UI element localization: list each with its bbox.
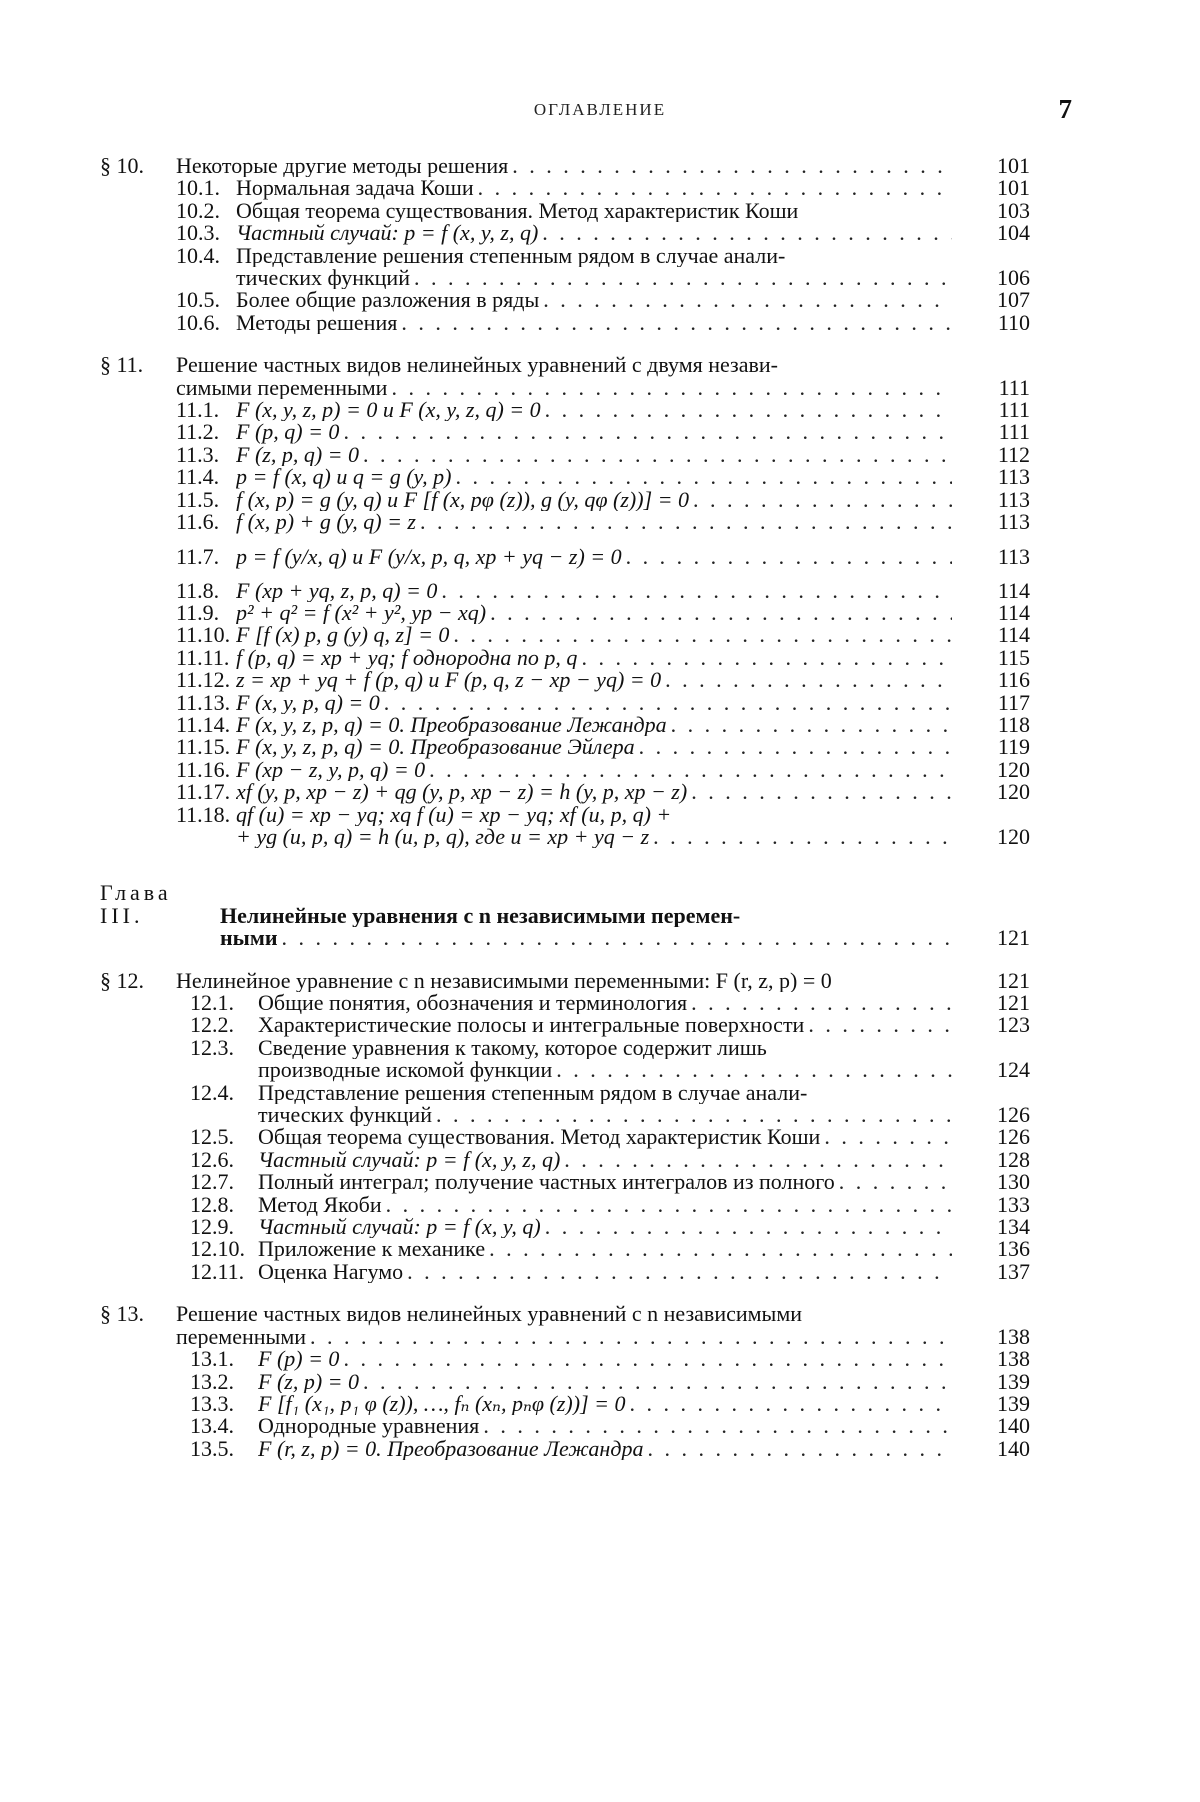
item-number: 12.5. [190,1124,234,1150]
item-number: 12.4. [190,1079,234,1105]
item-title: Общая теорема существования. Метод характеристик Коши [258,1126,821,1149]
item-title: p = f (y/x, q) и F (y/x, p, q, xp + yq − z) = 0 [236,543,622,569]
item-title-line2: + yg (u, p, q) = h (u, p, q), где u = xp + yq − z [236,825,650,849]
item-number: 10.5. [176,287,220,313]
dot-leader [643,1438,952,1460]
item-number: 11.7. [176,543,220,569]
toc-item-11-15[interactable] [100,736,1030,758]
item-number: 11.1. [176,397,220,423]
page-ref: 121 [997,967,1030,993]
item-number: 13.5. [190,1435,234,1461]
toc-section-12[interactable] [100,967,1030,993]
dot-leader [382,1194,952,1216]
dot-leader [410,267,952,289]
chapter-title-line2: ными [220,927,278,950]
page-ref: 107 [997,287,1030,313]
item-number: 11.13. [176,689,231,715]
toc-item-13-5[interactable] [100,1435,1030,1461]
section-number: § 11. [100,352,144,378]
page-ref: 101 [997,175,1030,201]
toc-item-12-4-cont[interactable] [100,1104,1030,1126]
toc-item-10-6[interactable] [100,309,1030,335]
page-ref: 114 [997,599,1030,625]
item-title: Методы решения [236,311,398,335]
dot-leader [479,1415,952,1437]
toc-item-12-11[interactable] [100,1258,1030,1284]
item-title: F (xp + yq, z, p, q) = 0 [236,579,438,602]
page-ref: 114 [997,622,1030,648]
dot-leader [804,1014,952,1036]
page-ref: 119 [997,734,1030,760]
dot-leader [485,1238,952,1260]
page-ref: 111 [998,374,1030,400]
dot-leader [397,312,952,334]
item-title: p² + q² = f (x² + y², yp − xq) [236,601,487,625]
page-ref: 136 [997,1236,1030,1262]
toc-item-12-10[interactable] [100,1238,1030,1260]
item-title: Общая теорема существования. Метод характеристик Коши [236,199,799,223]
dot-leader [339,1348,952,1370]
toc-item-13-3[interactable] [100,1390,1030,1416]
page-ref: 134 [997,1214,1030,1240]
page-ref: 118 [997,711,1030,737]
toc-item-10-5[interactable] [100,289,1030,311]
toc-section-13-cont[interactable] [100,1323,1030,1349]
item-title: F (x, y, p, q) = 0 [236,691,380,714]
toc-section-11-cont[interactable] [100,374,1030,400]
toc-item-11-12[interactable] [100,669,1030,691]
dot-leader [474,177,952,199]
item-number: 13.3. [190,1390,234,1416]
item-title-line2: производные искомой функции [258,1059,553,1082]
item-number: 11.15. [176,734,231,760]
dot-leader [380,692,952,714]
dot-leader [835,1171,952,1193]
toc-item-12-7[interactable] [100,1171,1030,1193]
page-number: 7 [1058,94,1072,124]
item-number: 13.4. [190,1413,234,1439]
page-ref: 113 [997,486,1030,512]
dot-leader [278,927,952,949]
dot-leader [661,669,952,691]
dot-leader [508,155,952,177]
dot-leader [541,399,952,421]
dot-leader [449,624,952,646]
toc-item-12-6[interactable] [100,1146,1030,1172]
item-title: Характеристические полосы и интегральные поверхности [258,1014,805,1037]
toc-item-13-4[interactable] [100,1415,1030,1437]
item-number: 12.3. [190,1034,234,1060]
item-number: 10.3. [176,220,220,246]
table-of-contents [100,155,1030,1460]
toc-item-11-11[interactable] [100,644,1030,670]
chapter-title-line1: Нелинейные уравнения с n независимыми перемен- [220,904,741,928]
item-title: Метод Якоби [258,1193,382,1217]
dot-leader [437,580,952,602]
item-number: 13.1. [190,1346,234,1372]
item-number: 12.9. [190,1214,234,1240]
dot-leader [560,1149,952,1171]
dot-leader [425,759,952,781]
page-ref: 112 [997,441,1030,467]
item-title-line1: Представление решения степенным рядом в случае анали- [236,244,786,268]
toc-item-11-7[interactable] [100,534,1030,580]
toc-item-11-9[interactable] [100,599,1030,625]
section-title: Некоторые другие методы решения [176,155,509,178]
dot-leader [486,602,952,624]
page-ref: 126 [997,1124,1030,1150]
toc-item-13-2[interactable] [100,1368,1030,1394]
page-ref: 101 [997,153,1030,178]
dot-leader [541,1216,952,1238]
toc-item-12-1[interactable] [100,992,1030,1014]
item-number: 11.5. [176,486,220,512]
page-ref: 113 [997,464,1030,490]
toc-item-11-17[interactable] [100,781,1030,803]
item-number: 12.8. [190,1191,234,1217]
page-ref: 140 [997,1413,1030,1439]
item-title: Частный случай: p = f (x, y, q) [258,1216,541,1239]
page-ref: 140 [997,1435,1030,1461]
item-title: Частный случай: p = f (x, y, z, q) [236,222,539,245]
item-title-line1: qf (u) = xp − yq; xq f (u) = xp − yq; xf (u, p, q) + [236,803,672,826]
page-ref: 111 [998,419,1030,445]
item-title: F (p) = 0 [258,1348,340,1371]
toc-item-11-18[interactable] [100,801,1030,827]
section-number: § 10. [100,153,144,178]
item-number: 12.11. [190,1258,245,1284]
page-ref: 120 [997,779,1030,805]
section-title-line2: переменными [176,1325,307,1349]
item-number: 11.2. [176,419,220,445]
page-ref: 117 [997,689,1030,715]
page-ref: 138 [997,1323,1030,1349]
item-number: 12.6. [190,1146,234,1172]
toc-item-11-10[interactable] [100,624,1030,646]
toc-section-11[interactable] [100,354,1030,376]
dot-leader [577,647,952,669]
toc-item-11-6[interactable] [100,511,1030,533]
item-number: 11.10. [176,622,231,648]
dot-leader [552,1059,952,1081]
toc-item-12-2[interactable] [100,1014,1030,1036]
item-number: 11.3. [176,441,220,467]
page-ref: 133 [997,1191,1030,1217]
item-title: F (x, y, z, p, q) = 0. Преобразование Лежандра [236,713,667,737]
toc-section-10[interactable] [100,155,1030,177]
dot-leader [667,714,952,736]
item-number: 11.8. [176,577,220,603]
toc-section-13[interactable] [100,1303,1030,1325]
page-ref: 139 [997,1390,1030,1416]
dot-leader [687,781,952,803]
item-number: 13.2. [190,1368,234,1394]
item-title: F (xp − z, y, p, q) = 0 [236,758,426,782]
item-title: Более общие разложения в ряды [236,289,540,312]
page-ref: 130 [997,1169,1030,1195]
page-ref: 128 [997,1146,1030,1172]
dot-leader [416,511,952,533]
item-number: 12.10. [190,1236,245,1262]
running-head [0,96,1200,126]
toc-item-12-3[interactable] [100,1034,1030,1060]
page-ref: 116 [997,667,1030,693]
toc-chapter-3-cont[interactable] [100,927,1030,949]
item-title: F [f (x) p, g (y) q, z] = 0 [236,624,450,647]
item-title: p = f (x, q) и q = g (y, p) [236,466,452,489]
toc-item-11-3[interactable] [100,441,1030,467]
toc-item-11-1[interactable] [100,399,1030,421]
dot-leader [622,534,952,580]
toc-item-11-13[interactable] [100,689,1030,715]
toc-item-12-5[interactable] [100,1126,1030,1148]
dot-leader [387,377,952,399]
section-number: § 12. [100,967,144,993]
toc-item-12-8[interactable] [100,1191,1030,1217]
item-title: f (x, p) = g (y, q) и F [f (x, pφ (z)), g (y, qφ (z))] = 0 [236,488,689,512]
item-title-line1: Представление решения степенным рядом в случае анали- [258,1081,808,1105]
item-number: 11.16. [176,756,231,782]
dot-leader [689,489,952,511]
toc-item-12-4[interactable] [100,1079,1030,1105]
item-number: 12.2. [190,1012,234,1038]
section-title-line2: симыми переменными [176,376,388,400]
page-ref: 113 [997,509,1030,535]
toc-item-12-9[interactable] [100,1216,1030,1238]
toc-item-13-1[interactable] [100,1348,1030,1370]
item-title: F (r, z, p) = 0. Преобразование Лежандра [258,1437,644,1461]
toc-item-11-5[interactable] [100,486,1030,512]
dot-leader [359,444,952,466]
section-title: Нелинейное уравнение с n независимыми переменными: F (r, z, p) = 0 [176,969,832,992]
item-number: 11.9. [176,599,220,625]
item-title: Нормальная задача Коши [236,177,474,200]
item-title: f (p, q) = xp + yq; f однородна по p, q [236,646,578,670]
item-number: 12.1. [190,990,234,1015]
item-number: 11.11. [176,644,230,670]
dot-leader [538,222,952,244]
page-ref: 120 [997,756,1030,782]
toc-item-11-16[interactable] [100,756,1030,782]
page-ref: 137 [997,1258,1030,1284]
section-title-line1: Решение частных видов нелинейных уравнений с n независимыми [176,1303,803,1326]
item-number: 10.1. [176,175,220,201]
item-title: Приложение к механике [258,1238,486,1261]
page-ref: 139 [997,1368,1030,1394]
item-title: Оценка Нагумо [258,1260,404,1284]
dot-leader [539,289,952,311]
page-ref: 115 [997,644,1030,670]
item-title: xf (y, p, xp − z) + qg (y, p, xp − z) = h (y, p, xp − z) [236,781,688,804]
item-title: F (x, y, z, p, q) = 0. Преобразование Эйлера [236,736,635,759]
page-ref: 114 [997,577,1030,603]
dot-leader [635,736,952,758]
item-number: 11.4. [176,464,220,490]
toc-item-11-14[interactable] [100,711,1030,737]
item-title: F (z, p) = 0 [258,1370,359,1393]
toc-item-10-4[interactable] [100,242,1030,268]
item-title: Частный случай: p = f (x, y, z, q) [258,1148,561,1172]
toc-item-10-2[interactable] [100,197,1030,223]
toc-item-11-2[interactable] [100,421,1030,443]
item-title: Полный интеграл; получение частных интегралов из полного [258,1171,835,1194]
item-title: F (p, q) = 0 [236,421,340,444]
toc-item-10-4-cont[interactable] [100,267,1030,289]
page-ref: 123 [997,1012,1030,1038]
page-ref: 121 [997,925,1030,951]
page-ref: 121 [997,990,1030,1015]
item-number: 11.14. [176,711,231,737]
dot-leader [359,1371,952,1393]
item-number: 11.6. [176,509,220,535]
toc-item-11-18-cont[interactable] [100,823,1030,849]
dot-leader [306,1326,952,1348]
dot-leader [649,826,952,848]
toc-item-11-8[interactable] [100,577,1030,603]
item-number: 11.17. [176,779,231,805]
item-title-line2: тических функций [258,1104,432,1127]
page-ref: 103 [997,197,1030,223]
page-ref: 113 [997,543,1030,569]
dot-leader [432,1104,952,1126]
page-ref: 111 [998,397,1030,423]
toc-item-12-3-cont[interactable] [100,1059,1030,1081]
page-ref: 126 [997,1102,1030,1128]
page-ref: 138 [997,1346,1030,1372]
dot-leader [403,1261,952,1283]
item-title-line1: Сведение уравнения к такому, которое содержит лишь [258,1036,767,1060]
dot-leader [687,992,952,1014]
chapter-label: Глава III. [100,880,172,928]
item-number: 12.7. [190,1169,234,1195]
item-title: Однородные уравнения [258,1415,480,1438]
item-number: 11.18. [176,801,231,827]
item-number: 11.12. [176,667,231,693]
item-title-line2: тических функций [236,267,410,290]
dot-leader [339,421,952,443]
item-title: z = xp + yq + f (p, q) и F (p, q, z − xp − yq) = 0 [236,669,662,692]
section-title-line1: Решение частных видов нелинейных уравнений с двумя незави- [176,354,778,377]
toc-item-11-4[interactable] [100,466,1030,488]
item-title: F [f₁ (x₁, p₁ φ (z)), …, fₙ (xₙ, pₙφ (z))] = 0 [258,1392,626,1416]
item-number: 10.6. [176,309,220,335]
page-ref: 120 [997,823,1030,849]
toc-item-10-3[interactable] [100,222,1030,244]
item-title: Общие понятия, обозначения и терминология [258,992,688,1015]
toc-item-10-1[interactable] [100,177,1030,199]
page-ref: 110 [997,309,1030,335]
page-ref: 106 [997,265,1030,291]
toc-chapter-3[interactable] [100,882,1030,927]
page-ref: 124 [997,1057,1030,1083]
dot-leader [626,1393,953,1415]
section-number: § 13. [100,1301,144,1327]
dot-leader [451,466,952,488]
item-title: F (x, y, z, p) = 0 и F (x, y, z, q) = 0 [236,399,541,422]
page-ref: 104 [997,220,1030,246]
running-title: ОГЛАВЛЕНИЕ [533,100,667,119]
item-title: f (x, p) + g (y, q) = z [236,511,416,534]
dot-leader [820,1126,952,1148]
item-title: F (z, p, q) = 0 [236,443,359,467]
item-number: 10.4. [176,242,220,268]
item-number: 10.2. [176,197,220,223]
